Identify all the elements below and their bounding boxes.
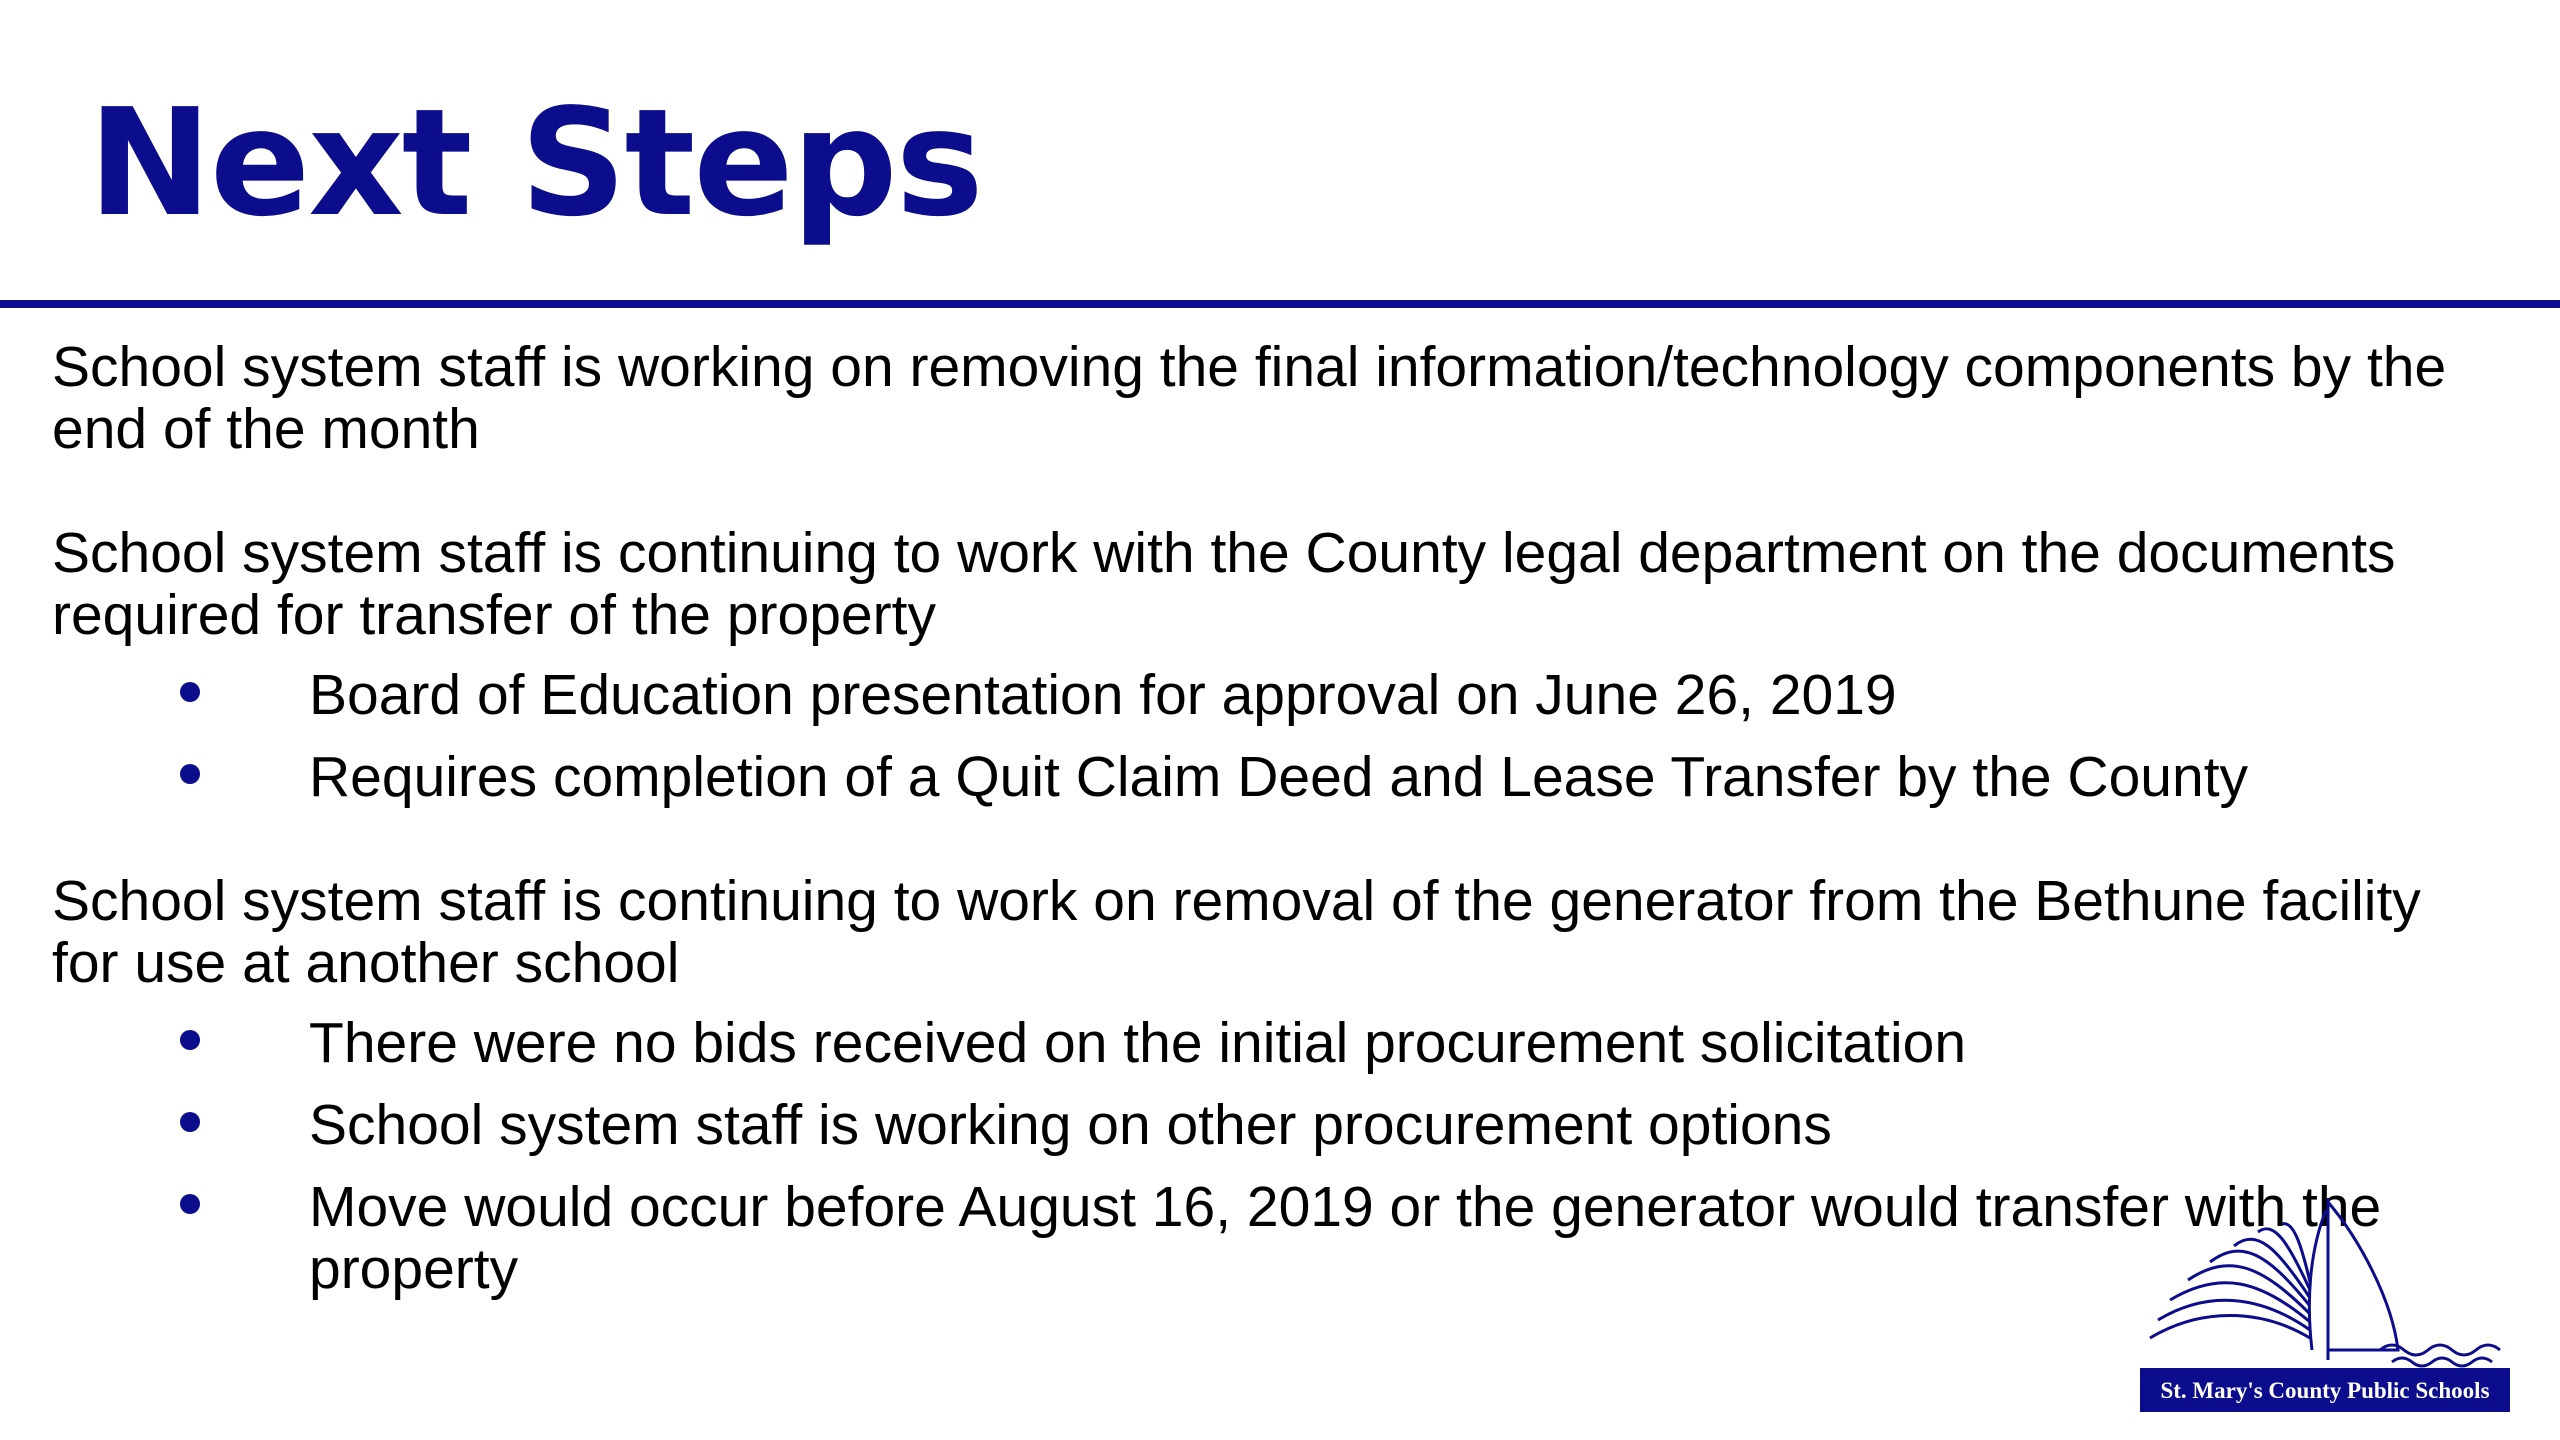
bullet-text: Requires completion of a Quit Claim Deed and Lease Transfer by the County <box>309 745 2249 809</box>
bullet-icon <box>180 682 200 702</box>
logo-text: St. Mary's County Public Schools <box>2160 1378 2490 1403</box>
bullet-item <box>52 1094 2472 1156</box>
bullet-item <box>52 1012 2472 1074</box>
book-icon <box>2150 1224 2310 1338</box>
section-paragraph-2: School system staff is continuing to work with the County legal department on the documents required for transfer of the property <box>52 521 2396 647</box>
title-divider <box>0 300 2560 308</box>
bullet-item <box>52 1176 2472 1300</box>
bullet-text: School system staff is working on other procurement options <box>309 1093 1832 1157</box>
bullet-list-2 <box>52 664 2472 808</box>
school-logo <box>2130 1190 2520 1415</box>
bullet-icon <box>180 1030 200 1050</box>
bullet-icon <box>180 764 200 784</box>
sail-icon <box>2309 1198 2398 1360</box>
slide-title: Next Steps <box>88 77 982 249</box>
bullet-text: Move would occur before August 16, 2019 or the generator would transfer with the property <box>309 1175 2382 1301</box>
bullet-item <box>52 746 2472 808</box>
bullet-icon <box>180 1112 200 1132</box>
section-paragraph-3: School system staff is continuing to work on removal of the generator from the Bethune facility for use at another school <box>52 869 2421 995</box>
slide-content <box>52 336 2472 1320</box>
bullet-list-3 <box>52 1012 2472 1300</box>
bullet-item <box>52 664 2472 726</box>
bullet-icon <box>180 1194 200 1214</box>
bullet-text: Board of Education presentation for approval on June 26, 2019 <box>309 663 1897 727</box>
bullet-text: There were no bids received on the initial procurement solicitation <box>309 1011 1967 1075</box>
section-paragraph-1: School system staff is working on removing the final information/technology components by the end of the month <box>52 335 2447 461</box>
